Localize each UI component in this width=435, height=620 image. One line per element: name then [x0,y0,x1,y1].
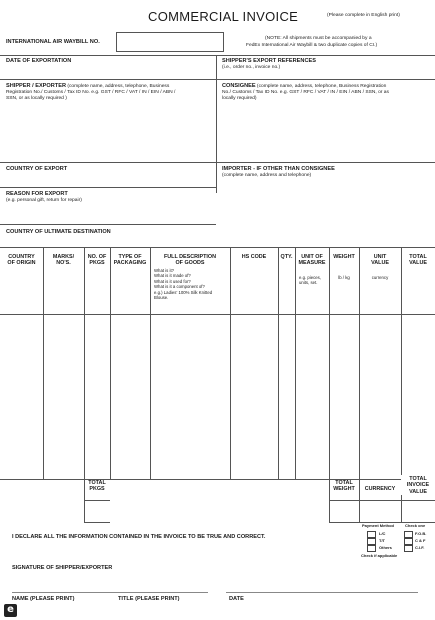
consignee-hint-line1: (complete name, address, telephone, Business Registration [255,84,387,89]
reason-for-export-field[interactable] [1,188,215,223]
waybill-note-line1: (NOTE: All shipments must be accompanied by a [265,36,372,41]
destination-label: COUNTRY OF ULTIMATE DESTINATION [6,229,111,235]
terms-title: Check one [405,523,426,528]
consignee-label: CONSIGNEE [222,83,256,89]
col-hs-code: HS CODE [241,254,267,260]
language-note: (Please complete in English print) [327,13,400,18]
total-invoice-value-label: TOTAL INVOICE VALUE [401,475,435,495]
signature-label: SIGNATURE OF SHIPPER/EXPORTER [12,565,113,571]
date-of-exportation-label: DATE OF EXPORTATION [6,58,72,64]
payment-method-title: Payment Method [362,523,395,528]
reason-for-export-hint: (e.g. personal gift, return for repair) [6,198,82,203]
country-of-export-field[interactable] [1,163,215,186]
total-pkgs-field[interactable] [85,501,109,521]
title-label: TITLE (PLEASE PRINT) [118,596,180,602]
name-field[interactable] [12,578,112,592]
payment-lc-checkbox[interactable] [367,531,376,538]
brand-logo-icon: e [4,604,17,617]
unit-value-hint: currency [371,275,389,280]
col-full-description: FULL DESCRIPTION OF GOODS [163,254,216,267]
date-field[interactable] [228,578,418,592]
col-marks-nos: MARKS/ NO'S. [52,254,75,267]
shipper-label: SHIPPER / EXPORTER [6,83,66,89]
description-hints: What is it? What is it made of? What is it used for? What is it a component of? e.g.) Ladies' 100% Silk Knitted Blouse. [154,268,213,301]
declaration-text: I DECLARE ALL THE INFORMATION CONTAINED IN THE INVOICE TO BE TRUE AND CORRECT. [12,534,266,540]
payment-lc-label: L/C [379,531,386,536]
shipper-block[interactable] [6,83,212,161]
shipper-hint-line2: Registration No./ Customs / Tax ID No. e.g. GST / RFC / VAT / IN / EIN / ABN / [6,90,176,95]
consignee-hint-line2: No./ Customs / Tax ID No. e.g. GST / RFC / VAT / IN / EIN / ABN / SSN, or as [222,90,389,95]
waybill-label: INTERNATIONAL AIR WAYBILL NO. [6,39,100,45]
reason-for-export-label: REASON FOR EXPORT [6,191,68,197]
col-no-of-pkgs: NO. OF PKGS [87,254,107,267]
measure-hint: e.g. pieces, units, set. [299,275,321,286]
terms-fob-label: F.O.B. [415,531,427,536]
payment-tt-checkbox[interactable] [367,538,376,545]
col-country-of-origin: COUNTRY OF ORIGIN [7,254,36,267]
date-label: DATE [229,596,244,602]
terms-cif-checkbox[interactable] [404,545,413,552]
col-qty: QTY. [280,254,293,260]
shipper-hint-line3: SSN, or as locally required ) [6,96,67,101]
total-invoice-value-field[interactable] [402,501,434,521]
export-references-hint: (i.e., order no., invoice no.) [222,65,281,70]
signature-field[interactable] [120,560,320,574]
consignee-hint-line3: locally required) [222,96,257,101]
col-total-value: TOTAL VALUE [409,254,427,267]
consignee-block[interactable] [222,83,430,161]
line-items-area[interactable] [0,315,435,478]
terms-cif-label: C.I.F. [415,545,425,550]
terms-fob-checkbox[interactable] [404,531,413,538]
date-of-exportation-field[interactable] [1,56,215,79]
col-unit-value: UNIT VALUE [371,254,389,267]
country-of-export-label: COUNTRY OF EXPORT [6,166,68,172]
currency-field[interactable] [360,501,400,521]
importer-label: IMPORTER - IF OTHER THAN CONSIGNEE [222,166,335,172]
weight-hint: lb / kg [338,275,350,280]
total-pkgs-label: TOTAL PKGS [88,480,106,493]
col-type-of-packaging: TYPE OF PACKAGING [113,254,147,267]
waybill-input[interactable] [116,32,224,52]
total-weight-field[interactable] [330,501,358,521]
title-field[interactable] [118,578,208,592]
terms-cf-label: C & F [415,538,426,543]
name-label: NAME (PLEASE PRINT) [12,596,75,602]
col-weight: WEIGHT [333,254,355,260]
payment-note: Check if applicable [361,553,398,558]
waybill-note-line2: FedEx International Air Waybill & two duplicate copies of CI.) [246,43,378,48]
payment-others-checkbox[interactable] [367,545,376,552]
export-references-field[interactable] [218,56,434,79]
destination-field[interactable] [1,225,215,247]
page-title: COMMERCIAL INVOICE [148,9,299,24]
terms-cf-checkbox[interactable] [404,538,413,545]
shipper-hint-line1: (complete name, address, telephone, Business [66,84,170,89]
payment-tt-label: T/T [379,538,385,543]
importer-hint: (complete name, address and telephone) [222,173,312,178]
total-weight-label: TOTAL WEIGHT [333,480,355,493]
export-references-label: SHIPPER'S EXPORT REFERENCES [222,58,316,64]
importer-field[interactable] [218,163,434,247]
col-unit-of-measure: UNIT OF MEASURE [298,254,326,267]
currency-label: CURRENCY [364,486,396,492]
payment-others-label: Others [379,545,392,550]
